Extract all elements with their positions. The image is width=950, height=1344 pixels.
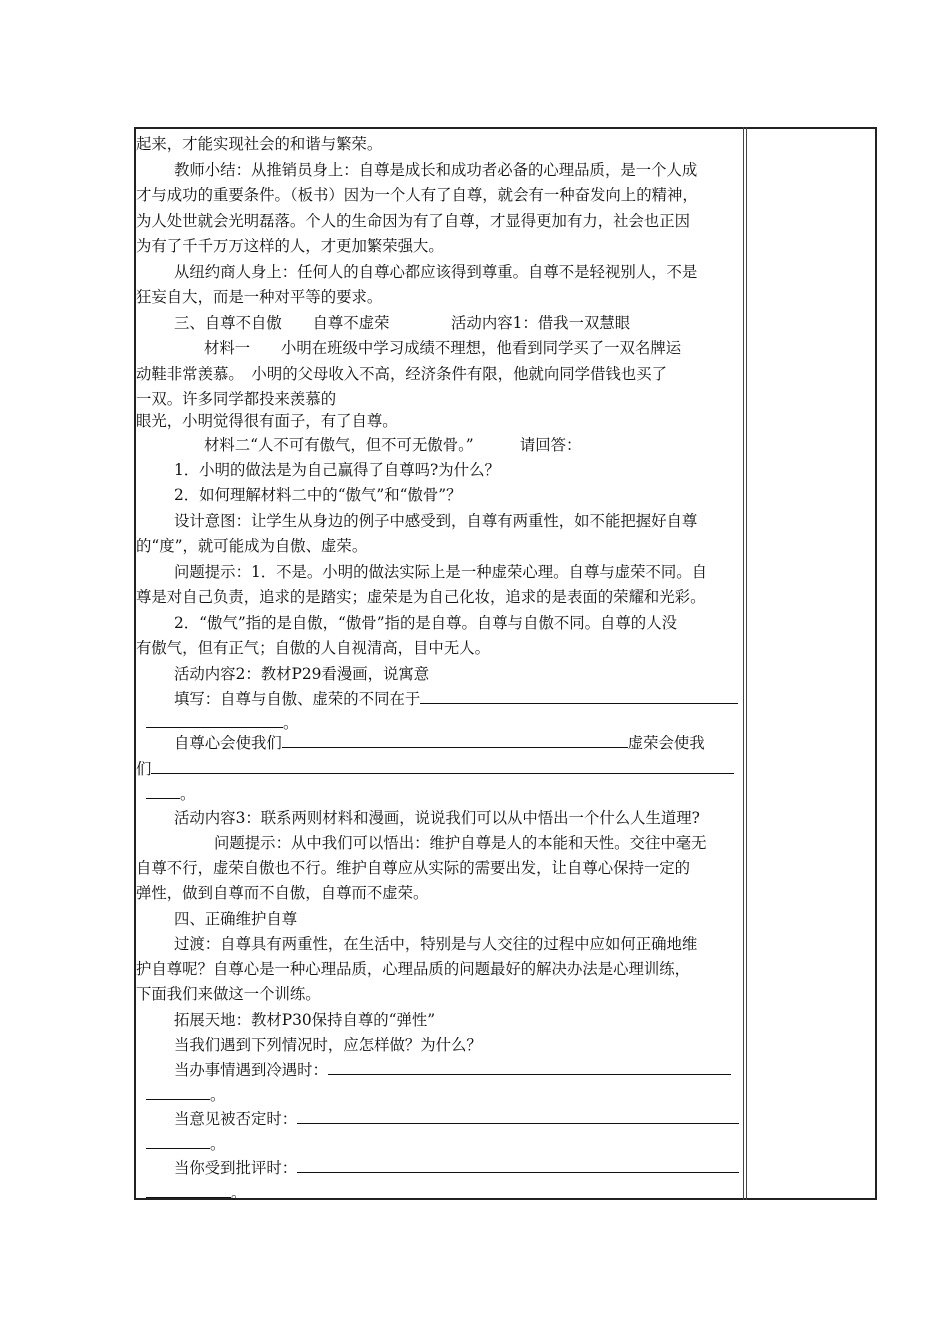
- paragraph-line: 材料二“人不可有傲气，但不可无傲骨。” 请回答：: [204, 436, 582, 454]
- paragraph-line: 动鞋非常羡慕。 小明的父母收入不高，经济条件有限，他就向同学借钱也买了: [136, 365, 667, 383]
- answer-blank[interactable]: [146, 1082, 210, 1100]
- fill-in-prompt: 当你受到批评时：: [174, 1159, 298, 1177]
- question-item: 1．小明的做法是为自己赢得了自尊吗?为什么？: [174, 461, 500, 479]
- paragraph-line: 为有了千千万万这样的人，才更加繁荣强大。: [136, 237, 444, 255]
- paragraph-line: 起来，才能实现社会的和谐与繁荣。: [136, 135, 383, 153]
- paragraph-line: 2．“傲气”指的是自傲，“傲骨”指的是自尊。自尊与自傲不同。自尊的人没: [174, 614, 677, 632]
- answer-blank[interactable]: [146, 781, 180, 799]
- answer-blank[interactable]: [146, 1131, 210, 1149]
- fill-in-prompt: 填写：自尊与自傲、虚荣的不同在于: [174, 690, 421, 708]
- paragraph-line: 狂妄自大，而是一种对平等的要求。: [136, 288, 383, 306]
- paragraph-line: 过渡：自尊具有两重性，在生活中，特别是与人交往的过程中应如何正确地维: [174, 935, 698, 953]
- fill-in-line: [174, 1106, 739, 1132]
- paragraph-line: 弹性，做到自尊而不自傲，自尊而不虚荣。: [136, 884, 429, 902]
- fill-in-prompt: 当办事情遇到冷遇时：: [174, 1061, 328, 1079]
- activity-heading: 活动内容3：联系两则材料和漫画，说说我们可以从中悟出一个什么人生道理?: [174, 809, 700, 827]
- table-column-divider: [743, 127, 747, 1200]
- paragraph-line: 自尊不行，虚荣自傲也不行。维护自尊应从实际的需要出发，让自尊心保持一定的: [136, 859, 691, 877]
- paragraph-line: 教师小结：从推销员身上：自尊是成长和成功者必备的心理品质，是一个人成: [174, 161, 698, 179]
- fill-in-line: [174, 1155, 739, 1181]
- answer-blank[interactable]: [420, 686, 738, 704]
- paragraph-line: 设计意图：让学生从身边的例子中感受到，自尊有两重性，如不能把握好自尊: [174, 512, 698, 530]
- answer-blank[interactable]: [151, 756, 734, 774]
- fill-in-line: [146, 1131, 225, 1157]
- fill-in-prompt: 虚荣会使我: [627, 734, 705, 752]
- fill-in-line: [174, 730, 705, 756]
- paragraph-line: 为人处世就会光明磊落。个人的生命因为有了自尊，才显得更加有力，社会也正因: [136, 212, 691, 230]
- paragraph-line: 尊是对自己负责，追求的是踏实；虚荣是为自己化妆，追求的是表面的荣耀和光彩。: [136, 588, 706, 606]
- fill-in-line: [174, 1057, 731, 1083]
- paragraph-line: 从纽约商人身上：任何人的自尊心都应该得到尊重。自尊不是轻视别人，不是: [174, 263, 698, 281]
- fill-in-line: [174, 686, 738, 712]
- paragraph-line: 眼光，小明觉得很有面子，有了自尊。: [136, 412, 398, 430]
- fill-in-line: [146, 1082, 225, 1108]
- fill-in-line: [136, 756, 734, 782]
- paragraph-line: 当我们遇到下列情况时，应怎样做？为什么？: [174, 1036, 482, 1054]
- paragraph-line: 问题提示：从中我们可以悟出：维护自尊是人的本能和天性。交往中毫无: [214, 834, 707, 852]
- paragraph-line: 才与成功的重要条件。（板书）因为一个人有了自尊，就会有一种奋发向上的精神，: [136, 186, 698, 204]
- answer-blank[interactable]: [297, 1155, 739, 1173]
- fill-in-end: 。: [180, 785, 196, 803]
- paragraph-line: 一双。许多同学都投来羡慕的: [136, 390, 337, 408]
- section-heading: 四、正确维护自尊: [174, 910, 298, 928]
- fill-in-line: [146, 1180, 246, 1206]
- fill-in-end: 。: [210, 1135, 226, 1153]
- answer-blank[interactable]: [282, 730, 628, 748]
- paragraph-line: 材料一 小明在班级中学习成绩不理想，他看到同学买了一双名牌运: [204, 339, 682, 357]
- paragraph-line: 护自尊呢？自尊心是一种心理品质，心理品质的问题最好的解决办法是心理训练，: [136, 960, 691, 978]
- answer-blank[interactable]: [146, 710, 283, 728]
- fill-in-prompt: 们: [136, 760, 152, 778]
- question-item: 2．如何理解材料二中的“傲气”和“傲骨”？: [174, 486, 462, 504]
- fill-in-end: 。: [231, 1184, 247, 1202]
- fill-in-line: [146, 781, 195, 807]
- activity-heading: 活动内容2：教材P29看漫画，说寓意: [174, 665, 430, 683]
- answer-blank[interactable]: [297, 1106, 739, 1124]
- fill-in-end: 。: [283, 714, 299, 732]
- fill-in-prompt: 当意见被否定时：: [174, 1110, 298, 1128]
- fill-in-end: 。: [210, 1086, 226, 1104]
- paragraph-line: 问题提示：1．不是。小明的做法实际上是一种虚荣心理。自尊与虚荣不同。自: [174, 563, 708, 581]
- answer-blank[interactable]: [146, 1180, 231, 1198]
- answer-blank[interactable]: [328, 1057, 731, 1075]
- paragraph-line: 有傲气，但有正气；自傲的人自视清高，目中无人。: [136, 639, 490, 657]
- section-heading: 三、自尊不自傲 自尊不虚荣 活动内容1：借我一双慧眼: [174, 314, 631, 332]
- paragraph-line: 的“度”，就可能成为自傲、虚荣。: [136, 537, 368, 555]
- activity-heading: 拓展天地：教材P30保持自尊的“弹性”: [174, 1011, 436, 1029]
- paragraph-line: 下面我们来做这一个训练。: [136, 985, 321, 1003]
- fill-in-prompt: 自尊心会使我们: [174, 734, 282, 752]
